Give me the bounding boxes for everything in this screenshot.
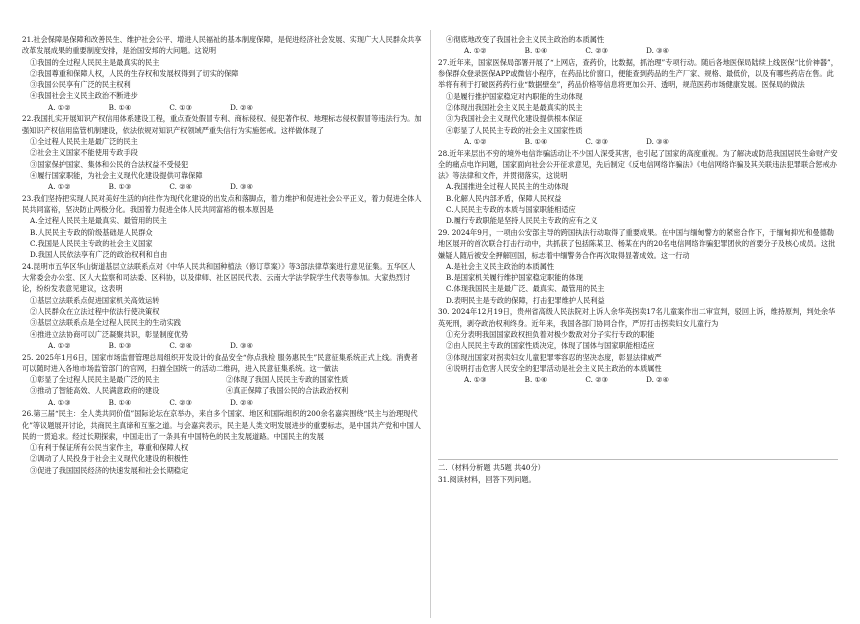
answer-choice[interactable]: A. ①③ bbox=[48, 397, 71, 407]
answer-choice[interactable]: A. ①② bbox=[48, 102, 71, 112]
answer-choice[interactable]: D. ②④ bbox=[230, 102, 254, 112]
question-option[interactable]: ③推动了智能高效、人民满意政府的建设 bbox=[30, 386, 160, 396]
question-option[interactable]: ②人民群众在立法过程中依法行使决策权 bbox=[30, 307, 160, 317]
question-block bbox=[22, 113, 422, 192]
question-stem: 22.我国扎实开展知识产权信用体系建设工程，重点查处假冒专利、商标侵权、侵犯著作权、地理标志侵权假冒等违法行为。加强知识产权信用监管机制建设，依法依规对知识产权领域严重失信行为实施惩戒。这样做体现了 bbox=[22, 114, 422, 135]
question-block bbox=[438, 227, 838, 306]
answer-choice[interactable]: C. ②③ bbox=[585, 375, 609, 385]
question-option[interactable]: ④彻底地改变了我国社会主义民主政治的本质属性 bbox=[446, 35, 605, 44]
question-block bbox=[438, 148, 838, 227]
answer-choice[interactable]: B. ①④ bbox=[524, 136, 548, 146]
option-row bbox=[22, 374, 422, 385]
question-option[interactable]: A.是社会主义民主政治的本质属性 bbox=[446, 261, 555, 271]
question-option[interactable]: ③国家保护国家、集体和公民的合法权益不受侵犯 bbox=[30, 159, 189, 169]
answer-choice[interactable]: C. ②③ bbox=[585, 46, 609, 56]
answer-choice[interactable]: D. ②④ bbox=[230, 397, 254, 407]
answer-choices bbox=[22, 181, 422, 192]
answer-choices bbox=[22, 397, 422, 408]
answer-choice[interactable]: C. ②④ bbox=[169, 182, 193, 192]
question-stem: 30. 2024年12月19日，贵州省高级人民法院对上诉人余华英拐卖17名儿童案作出二审宣判，驳回上诉，维持原判，判处余华英死刑，剥夺政治权利终身。近年来，我国各部门协同合作，严厉打击拐卖妇女儿童行为 bbox=[438, 307, 836, 328]
question-block bbox=[22, 261, 422, 351]
answer-choice[interactable]: D. ③④ bbox=[230, 340, 254, 350]
question-option[interactable]: ④说明打击危害人民安全的犯罪活动是社会主义民主政治的本质属性 bbox=[446, 363, 662, 373]
question-block bbox=[22, 193, 422, 261]
question-option[interactable]: ①彰显了全过程人民民主是最广泛的民主 bbox=[30, 375, 160, 385]
question-option[interactable]: ③为我国社会主义现代化建设提供根本保证 bbox=[446, 114, 583, 124]
option-row bbox=[22, 385, 422, 396]
answer-choice[interactable]: A. ①② bbox=[464, 46, 487, 56]
section-rule bbox=[438, 459, 838, 460]
question-option[interactable]: ②调动了人民投身于社会主义现代化建设的积极性 bbox=[30, 454, 189, 464]
right-column bbox=[438, 34, 838, 618]
section-heading: 二.（材料分析题 共5题 共40分） bbox=[438, 463, 545, 473]
answer-choice[interactable]: C. ②④ bbox=[169, 340, 193, 350]
question-option[interactable]: B.人民民主专政的阶级基础是人民群众 bbox=[30, 227, 153, 237]
answer-choice[interactable]: B. ①③ bbox=[108, 340, 132, 350]
answer-choice[interactable]: B. ①④ bbox=[108, 102, 132, 112]
question-option[interactable]: ②我国尊重和保障人权，人民的生存权和发展权得到了切实的保障 bbox=[30, 68, 239, 78]
answer-choice[interactable]: A. ①③ bbox=[464, 375, 487, 385]
question-option[interactable]: ②社会主义国家不能使用专政手段 bbox=[30, 148, 138, 158]
question-stem: 23.我们坚持把实现人民对美好生活的向往作为现代化建设的出发点和落脚点，着力维护和促进社会公平正义，着力促进全体人民共同富裕，坚决防止两极分化。我国着力促进全体人民共同富裕的根本原因是 bbox=[22, 193, 422, 215]
question-option[interactable]: A.我国推进全过程人民民主的生动体现 bbox=[446, 182, 569, 192]
question-block bbox=[438, 306, 838, 385]
question-stem: 25. 2025年1月6日，国家市场监督管理总局组织开发设计的食品安全“你点我检 服务惠民生”民意征集系统正式上线。消费者可以随时进入各地市场监管部门的官网，扫描全国统一的活动二维码，进入民意征集系统。这一做法 bbox=[22, 352, 418, 373]
question-stem: 29. 2024年9月，一项由公安部主导的跨国执法行动取得了重要成果。在中国与缅甸警方的紧密合作下，于缅甸抑光和曼德勒地区展开的首次联合打击行动中，共抓获了包括陈某卫、杨某在内的20名电信网络诈骗犯罪团伙的首要分子及核心成员。这批嫌疑人随后被安全押解回国，标志着中缅警务合作再次取得显著成效。这一行动 bbox=[438, 227, 836, 260]
question-option[interactable]: C.人民民主专政的本质与国家职能相适应 bbox=[446, 205, 576, 215]
answer-choices bbox=[438, 136, 838, 147]
question-option[interactable]: D.表明民主是专政的保障，打击犯罪维护人民利益 bbox=[446, 295, 605, 305]
question-option[interactable]: C.我国是人民民主专政的社会主义国家 bbox=[30, 238, 153, 248]
answer-choices bbox=[438, 374, 838, 385]
question-option[interactable]: ③促进了我国国民经济的快速发展和社会长期稳定 bbox=[30, 465, 189, 475]
answer-choices bbox=[22, 340, 422, 351]
answer-choice[interactable]: B. ①④ bbox=[524, 46, 548, 56]
answer-choice[interactable]: D. ③④ bbox=[646, 46, 670, 56]
question-option[interactable]: ②体现出我国社会主义民主是最真实的民主 bbox=[446, 103, 583, 113]
question-block bbox=[438, 57, 838, 147]
question-stem: 26.第三届“民主：全人类共同价值”国际论坛在京举办，来自多个国家、地区和国际组织的200余名嘉宾围绕“民主与治理现代化”等议题展开讨论，共商民主真谛和互鉴之道。与会嘉宾表示，民主是人类文明发展进步的重要标志，是中国共产党和中国人民的一贯追求。经过长期探索，中国走出了一条具有中国特色的民主发展道路。中国民主的发展 bbox=[22, 409, 421, 441]
question-option[interactable]: ①有利于保证所有公民当家作主，尊重和保障人权 bbox=[30, 443, 189, 453]
answer-choice[interactable]: C. ①③ bbox=[169, 102, 193, 112]
question-option[interactable]: ②体现了我国人民民主专政的国家性质 bbox=[226, 375, 349, 385]
answer-choices bbox=[438, 45, 838, 56]
question-option[interactable]: B.是国家机关履行维护国家稳定职能的体现 bbox=[446, 273, 583, 283]
question-option[interactable]: A.全过程人民民主是最真实、最管用的民主 bbox=[30, 216, 167, 226]
question-option[interactable]: B.化解人民内部矛盾，保障人民权益 bbox=[446, 193, 562, 203]
left-column bbox=[22, 34, 422, 618]
question-block bbox=[22, 352, 422, 408]
question-stem: 27.近年来，国家医保局部署开展了“上网店，查药价，比数据，抓治理”专项行动。随后各地医保局陆续上线医保“比价神器”，参保群众登录医保APP或微信小程序，在药品比价窗口，便能查到药品的生产厂家、规格、最低价，以及有哪些药店在售。此举将有利于打破医药药行业“数据壁垒”，药品价格等信息将更加公开、透明，规范医药市场健康发展。医保局的做法 bbox=[438, 57, 838, 90]
question-option[interactable]: ①基层立法联系点促进国家机关高效运转 bbox=[30, 295, 160, 305]
question-option[interactable]: ③我国公民享有广泛的民主权利 bbox=[30, 80, 131, 90]
answer-choice[interactable]: C. ②③ bbox=[169, 397, 193, 407]
question-option[interactable]: D.履行专政职能是坚持人民民主专政的应有之义 bbox=[446, 216, 598, 226]
question-option[interactable]: ①充分表明我国国家政权担负着对极少数敌对分子实行专政的职能 bbox=[446, 329, 655, 339]
answer-choice[interactable]: C. ②③ bbox=[585, 136, 609, 146]
question-31: 31.阅读材料，回答下列问题。 bbox=[438, 474, 536, 484]
question-option[interactable]: D.我国人民依法享有广泛的政治权利和自由 bbox=[30, 250, 168, 260]
question-block bbox=[22, 34, 422, 113]
question-stem: 21.社会保障是保障和改善民生、维护社会公平、增进人民福祉的基本制度保障，是促进经济社会发展、实现广大人民群众共享改革发展成果的重要制度安排，是治国安邦的大问题。这说明 bbox=[22, 35, 422, 56]
question-option[interactable]: ②由人民民主专政的国家性质决定，体现了国体与国家职能相适应 bbox=[446, 341, 655, 351]
question-stem: 24.昆明市五华区华山街道基层立法联系点对《中华人民共和国种植法（修订草案）》等3部法律草案进行意见征集。五华区人大常委会办公室、区人大监察和司法委、区科协，以及律师、社区居民代表、云南大学法学院学生代表等参加。大家热烈讨论，纷纷发表意见建议，这表明 bbox=[22, 261, 416, 294]
answer-choices bbox=[22, 102, 422, 113]
question-block bbox=[438, 34, 838, 57]
question-option[interactable]: ④履行国家职能，为社会主义现代化建设提供可靠保障 bbox=[30, 170, 203, 180]
answer-choice[interactable]: A. ①② bbox=[48, 340, 71, 350]
question-option[interactable]: ④真正保障了我国公民的合法政治权利 bbox=[226, 386, 349, 396]
answer-choice[interactable]: B. ①③ bbox=[108, 182, 132, 192]
answer-choice[interactable]: B. ①④ bbox=[524, 375, 548, 385]
question-option[interactable]: ①我国的全过程人民民主是最真实的民主 bbox=[30, 57, 160, 67]
answer-choice[interactable]: A. ①② bbox=[464, 136, 487, 146]
question-option[interactable]: ④推进立法协商可以广泛凝聚共识，彰显制度优势 bbox=[30, 329, 189, 339]
question-option[interactable]: ④我国社会主义民主政治不断进步 bbox=[30, 91, 138, 101]
answer-choice[interactable]: D. ③④ bbox=[646, 136, 670, 146]
answer-choice[interactable]: D. ③④ bbox=[230, 182, 254, 192]
answer-choice[interactable]: B. ①④ bbox=[108, 397, 132, 407]
question-option[interactable]: ④彰显了人民民主专政的社会主义国家性质 bbox=[446, 125, 583, 135]
column-divider bbox=[430, 30, 431, 618]
answer-choice[interactable]: D. ②④ bbox=[646, 375, 670, 385]
question-block bbox=[22, 408, 422, 476]
right-questions bbox=[438, 34, 838, 385]
question-option[interactable]: C.体现我国民主是最广泛、最真实、最管用的民主 bbox=[446, 284, 605, 294]
question-option[interactable]: ①全过程人民民主是最广泛的民主 bbox=[30, 136, 138, 146]
question-option[interactable]: ③体现出国家对拐卖妇女儿童犯罪零容忍的坚决态度，彰显法律威严 bbox=[446, 352, 662, 362]
question-stem: 28.近年来层出不穷的境外电信诈骗活动让不少国人深受其害，也引起了国家的高度重视。为了解决或防范我国居民生命财产安全的痛点电诈问题，国家面向社会公开征求意见，先后制定《反电信网络诈骗法》《电信网络诈骗及其关联违法犯罪联合惩戒办法》等法律和文件，并贯彻落实，这说明 bbox=[438, 148, 838, 181]
question-option[interactable]: ①是履行推护国家稳定对内职能的生动体现 bbox=[446, 91, 583, 101]
answer-choice[interactable]: A. ①② bbox=[48, 182, 71, 192]
question-option[interactable]: ③基层立法联系点是全过程人民民主的生动实践 bbox=[30, 318, 181, 328]
